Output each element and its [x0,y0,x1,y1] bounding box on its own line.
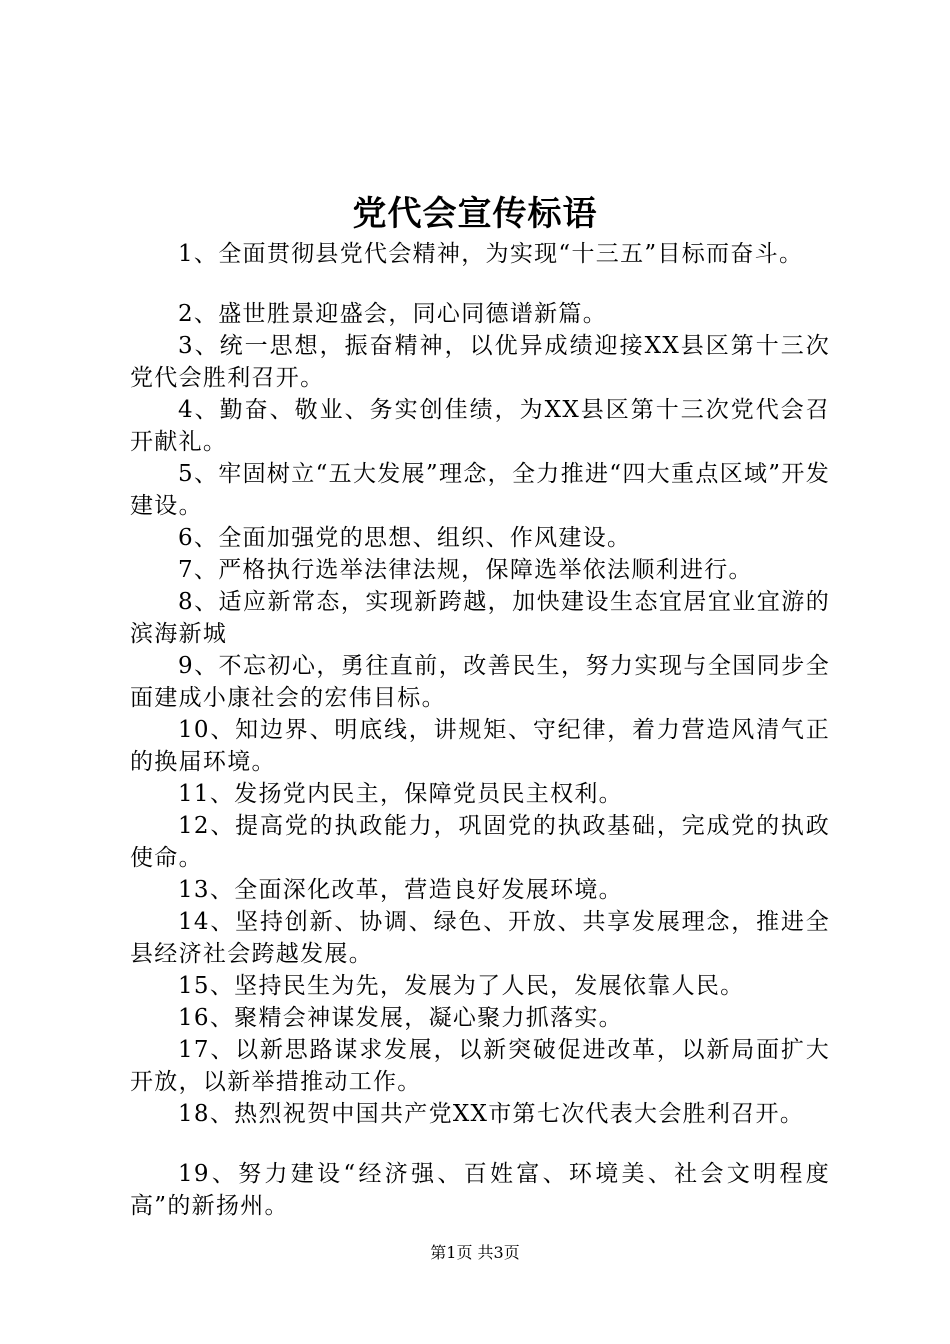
slogan-item-9: 9、不忘初心，勇往直前，改善民生，努力实现与全国同步全面建成小康社会的宏伟目标。 [130,653,830,711]
slogan-item-12: 12、提高党的执政能力，巩固党的执政基础，完成党的执政使命。 [130,813,830,871]
slogan-item-3: 3、统一思想，振奋精神，以优异成绩迎接XX县区第十三次党代会胜利召开。 [130,333,830,391]
document-title: 党代会宣传标语 [352,194,598,234]
slogan-list [130,238,830,1222]
slogan-item-15: 15、坚持民生为先，发展为了人民，发展依靠人民。 [178,973,745,999]
slogan-item-16: 16、聚精会神谋发展，凝心聚力抓落实。 [178,1005,623,1031]
slogan-item-5: 5、牢固树立“五大发展”理念，全力推进“四大重点区域”开发建设。 [130,461,830,519]
slogan-item-7: 7、严格执行选举法律法规，保障选举依法顺利进行。 [178,557,753,583]
page-number: 第1页 共3页 [430,1243,520,1262]
slogan-item-14: 14、坚持创新、协调、绿色、开放、共享发展理念，推进全县经济社会跨越发展。 [130,909,830,967]
slogan-item-10: 10、知边界、明底线，讲规矩、守纪律，着力营造风清气正的换届环境。 [130,717,830,775]
slogan-item-11: 11、发扬党内民主，保障党员民主权利。 [178,781,623,807]
slogan-item-13: 13、全面深化改革，营造良好发展环境。 [178,877,623,903]
slogan-item-4: 4、勤奋、敬业、务实创佳绩，为XX县区第十三次党代会召开献礼。 [130,397,830,455]
slogan-item-17: 17、以新思路谋求发展，以新突破促进改革，以新局面扩大开放，以新举措推动工作。 [130,1037,830,1095]
slogan-item-6: 6、全面加强党的思想、组织、作风建设。 [178,525,632,551]
slogan-item-1: 1、全面贯彻县党代会精神，为实现“十三五”目标而奋斗。 [178,241,804,267]
slogan-item-8: 8、适应新常态，实现新跨越，加快建设生态宜居宜业宜游的滨海新城 [130,589,830,647]
slogan-item-18: 18、热烈祝贺中国共产党XX市第七次代表大会胜利召开。 [178,1101,805,1127]
slogan-item-19: 19、努力建设“经济强、百姓富、环境美、社会文明程度高”的新扬州。 [130,1161,830,1219]
slogan-item-2: 2、盛世胜景迎盛会，同心同德谱新篇。 [178,301,608,327]
